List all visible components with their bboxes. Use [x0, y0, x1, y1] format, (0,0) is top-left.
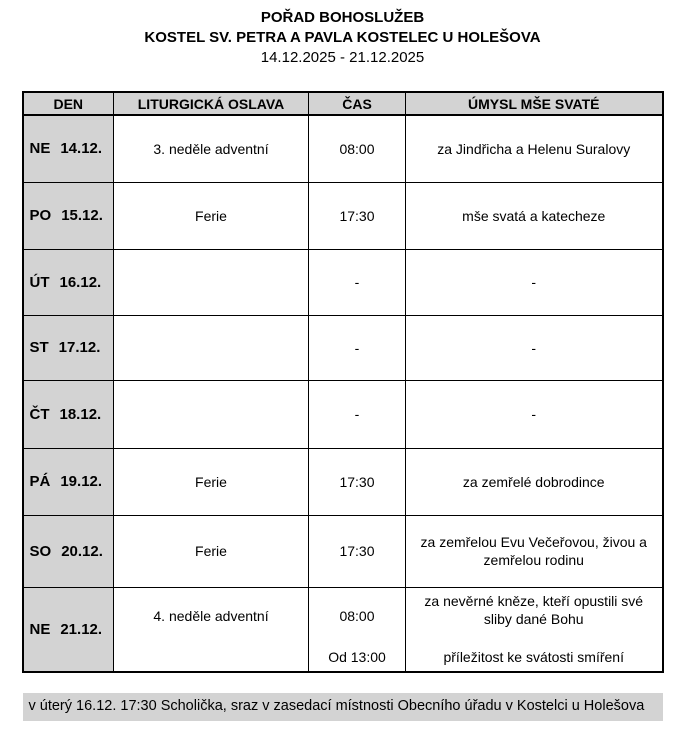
day-date: 21.12. [60, 620, 103, 638]
day-date: 19.12. [60, 473, 103, 490]
schedule-table [22, 91, 664, 673]
intention-first: za nevěrné kněze, kteří opustili své sliby dané Bohu [424, 592, 644, 627]
day-date: 14.12. [60, 140, 103, 158]
celebration-cell [114, 315, 309, 380]
time-cell: - [309, 249, 406, 315]
intention-cell: - [406, 380, 663, 448]
footer-note: v úterý 16.12. 17:30 Scholička, sraz v zasedací místnosti Obecního úřadu v Kostelci u Holešova [23, 693, 663, 721]
table-row-ct-18 [23, 380, 663, 448]
table-row-po-15 [23, 182, 663, 249]
column-header-cas: ČAS [309, 92, 406, 115]
day-cell [23, 315, 114, 380]
day-date: 17.12. [58, 339, 101, 356]
date-range: 14.12.2025 - 21.12.2025 [260, 49, 425, 66]
day-cell [23, 380, 114, 448]
day-abbr: PO [29, 207, 52, 224]
celebration-cell: Ferie [114, 182, 309, 249]
day-date: 20.12. [61, 542, 103, 560]
intention-cell: - [406, 315, 663, 380]
column-header-liturgicka-oslava: LITURGICKÁ OSLAVA [114, 92, 309, 115]
day-abbr: ČT [29, 405, 50, 423]
column-header-umysl: ÚMYSL MŠE SVATÉ [406, 92, 663, 115]
intention-cell: za Jindřicha a Helenu Suralovy [406, 115, 663, 182]
intention-second: příležitost ke svátosti smíření [443, 648, 624, 665]
intention-cell: za zemřelé dobrodince [406, 448, 663, 515]
time-second: Od 13:00 [328, 648, 386, 665]
intention-cell: mše svatá a katecheze [406, 182, 663, 249]
day-abbr: PÁ [29, 473, 51, 490]
day-abbr: SO [29, 542, 52, 560]
celebration-cell [114, 380, 309, 448]
intention-cell [406, 587, 663, 672]
intention-cell: za zemřelou Evu Večeřovou, živou a zemřelou rodinu [406, 515, 663, 587]
day-cell [23, 515, 114, 587]
table-row-st-17 [23, 315, 663, 380]
time-cell: 17:30 [309, 515, 406, 587]
time-cell: - [309, 315, 406, 380]
day-date: 16.12. [59, 273, 102, 291]
table-row-ne-21 [23, 587, 663, 672]
table-row-pa-19 [23, 448, 663, 515]
day-cell [23, 249, 114, 315]
document-header [0, 8, 685, 68]
page-title: POŘAD BOHOSLUŽEB [260, 9, 425, 26]
day-date: 15.12. [61, 207, 103, 224]
time-cell: 17:30 [309, 448, 406, 515]
column-header-den: DEN [23, 92, 114, 115]
day-abbr: NE [29, 620, 51, 638]
celebration-cell: Ferie [114, 515, 309, 587]
table-row-so-20 [23, 515, 663, 587]
day-abbr: ST [29, 339, 49, 356]
celebration-cell: Ferie [114, 448, 309, 515]
time-first: 08:00 [339, 607, 375, 624]
table-row-ne-14 [23, 115, 663, 182]
table-row-ut-16 [23, 249, 663, 315]
day-abbr: NE [29, 140, 51, 158]
celebration-cell: 3. neděle adventní [114, 115, 309, 182]
day-cell [23, 587, 114, 672]
time-cell [309, 587, 406, 672]
day-abbr: ÚT [29, 273, 50, 291]
time-cell: 17:30 [309, 182, 406, 249]
time-cell: - [309, 380, 406, 448]
day-cell [23, 115, 114, 182]
table-header-row [23, 92, 663, 115]
page-subtitle: KOSTEL SV. PETRA A PAVLA KOSTELEC U HOLEŠOVA [144, 29, 541, 46]
day-cell [23, 448, 114, 515]
celebration-cell [114, 249, 309, 315]
celebration-cell: 4. neděle adventní [114, 587, 309, 672]
time-cell: 08:00 [309, 115, 406, 182]
intention-cell: - [406, 249, 663, 315]
day-date: 18.12. [59, 405, 102, 423]
day-cell [23, 182, 114, 249]
